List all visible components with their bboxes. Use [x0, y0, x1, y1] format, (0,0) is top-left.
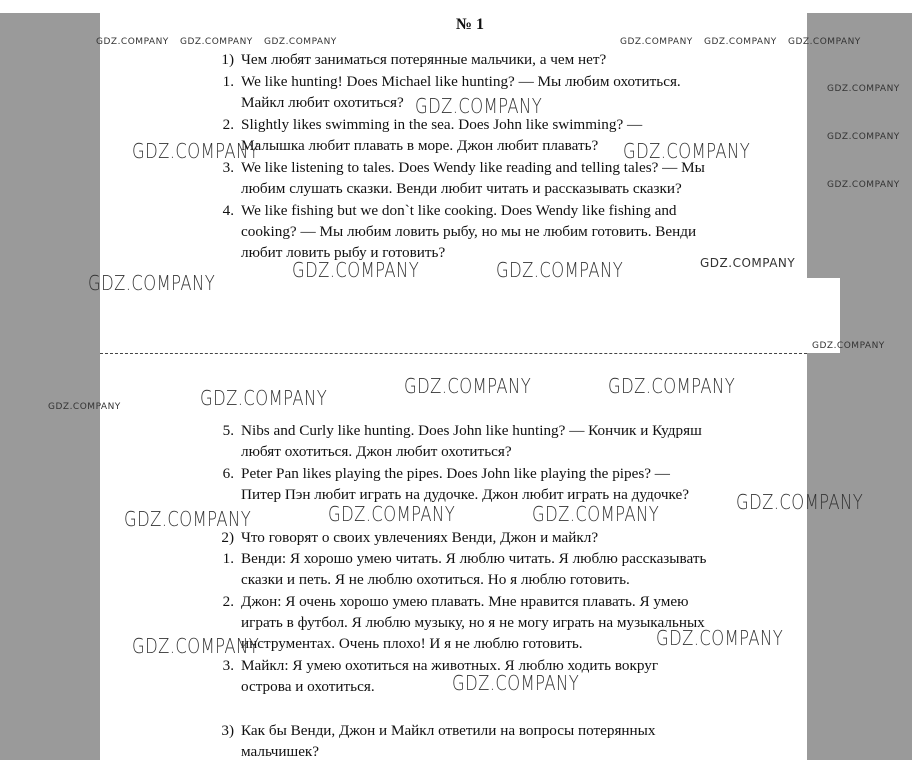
item-line: Малышка любит плавать в море. Джон любит плавать? — [241, 137, 599, 154]
item-line: сказки и петь. Я не люблю охотиться. Но я люблю готовить. — [241, 571, 630, 588]
watermark: GDZ.COMPANY — [404, 374, 532, 398]
page-cut-line — [100, 353, 807, 354]
item-number: 1. — [222, 550, 234, 567]
watermark: GDZ.COMPANY — [96, 37, 169, 47]
item-line: Майкл любит охотиться? — [241, 94, 404, 111]
item-line: играть в футбол. Я люблю музыку, но я не могу играть на музыкальных — [241, 614, 705, 631]
item-line: Slightly likes swimming in the sea. Does John like swimming? — — [241, 116, 643, 133]
watermark: GDZ.COMPANY — [264, 37, 337, 47]
item-line: Nibs and Curly like hunting. Does John like hunting? — Кончик и Кудряш — [241, 422, 702, 439]
watermark: GDZ.COMPANY — [704, 37, 777, 47]
item-line: любят охотиться. Джон любит охотиться? — [241, 443, 512, 460]
item-number: 5. — [222, 422, 234, 439]
watermark: GDZ.COMPANY — [124, 507, 252, 531]
item-line: острова и охотиться. — [241, 678, 375, 695]
item-line: Майкл: Я умею охотиться на животных. Я люблю ходить вокруг — [241, 657, 659, 674]
item-line: cooking? — Мы любим ловить рыбу, но мы не любим готовить. Венди — [241, 223, 697, 240]
watermark: GDZ.COMPANY — [88, 271, 216, 295]
item-line: Джон: Я очень хорошо умею плавать. Мне нравится плавать. Я умею — [241, 593, 689, 610]
item-line: Венди: Я хорошо умею читать. Я люблю читать. Я люблю рассказывать — [241, 550, 707, 567]
watermark: GDZ.COMPANY — [328, 502, 456, 526]
watermark: GDZ.COMPANY — [608, 374, 736, 398]
item-line: We like listening to tales. Does Wendy like reading and telling tales? — Мы — [241, 159, 705, 176]
section-question: Чем любят заниматься потерянные мальчики, а чем нет? — [241, 51, 607, 68]
item-line: We like hunting! Does Michael like hunting? — Мы любим охотиться. — [241, 73, 681, 90]
watermark: GDZ.COMPANY — [736, 490, 864, 514]
watermark: GDZ.COMPANY — [827, 84, 900, 94]
exercise-title: № 1 — [455, 16, 485, 33]
right-gutter — [807, 13, 912, 760]
watermark: GDZ.COMPANY — [788, 37, 861, 47]
watermark: GDZ.COMPANY — [415, 94, 543, 118]
item-line: инструментах. Очень плохо! И я не люблю готовить. — [241, 635, 583, 652]
section-question: Как бы Венди, Джон и Майкл ответили на вопросы потерянных — [241, 722, 656, 739]
watermark: GDZ.COMPANY — [48, 402, 121, 412]
item-number: 2. — [222, 593, 234, 610]
item-number: 4. — [222, 202, 234, 219]
item-line: Питер Пэн любит играть на дудочке. Джон любит играть на дудочке? — [241, 486, 690, 503]
item-line: любит ловить рыбу и готовить? — [241, 244, 446, 261]
watermark: GDZ.COMPANY — [180, 37, 253, 47]
section-number: 2) — [221, 529, 234, 546]
item-number: 3. — [222, 159, 234, 176]
item-line: Peter Pan likes playing the pipes. Does John like playing the pipes? — — [241, 465, 670, 482]
section-question: Что говорят о своих увлечениях Венди, Джон и майкл? — [241, 529, 599, 546]
item-line: любим слушать сказки. Венди любит читать и рассказывать сказки? — [241, 180, 682, 197]
watermark: GDZ.COMPANY — [532, 502, 660, 526]
section-question: мальчишек? — [241, 743, 320, 760]
watermark: GDZ.COMPANY — [200, 386, 328, 410]
item-number: 6. — [222, 465, 234, 482]
item-line: We like fishing but we don`t like cooking. Does Wendy like fishing and — [241, 202, 677, 219]
item-number: 2. — [222, 116, 234, 133]
section-number: 3) — [221, 722, 234, 739]
watermark: GDZ.COMPANY — [812, 341, 885, 351]
watermark: GDZ.COMPANY — [452, 671, 580, 695]
item-number: 1. — [222, 73, 234, 90]
watermark: GDZ.COMPANY — [656, 626, 784, 650]
section-number: 1) — [221, 51, 234, 68]
left-gutter — [0, 13, 100, 760]
watermark: GDZ.COMPANY — [620, 37, 693, 47]
watermark: GDZ.COMPANY — [827, 132, 900, 142]
item-number: 3. — [222, 657, 234, 674]
watermark: GDZ.COMPANY — [292, 258, 420, 282]
watermark: GDZ.COMPANY — [132, 634, 260, 658]
watermark: GDZ.COMPANY — [496, 258, 624, 282]
watermark: GDZ.COMPANY — [827, 180, 900, 190]
watermark: GDZ.COMPANY — [132, 139, 260, 163]
watermark: GDZ.COMPANY — [623, 139, 751, 163]
watermark: GDZ.COMPANY — [700, 256, 796, 270]
